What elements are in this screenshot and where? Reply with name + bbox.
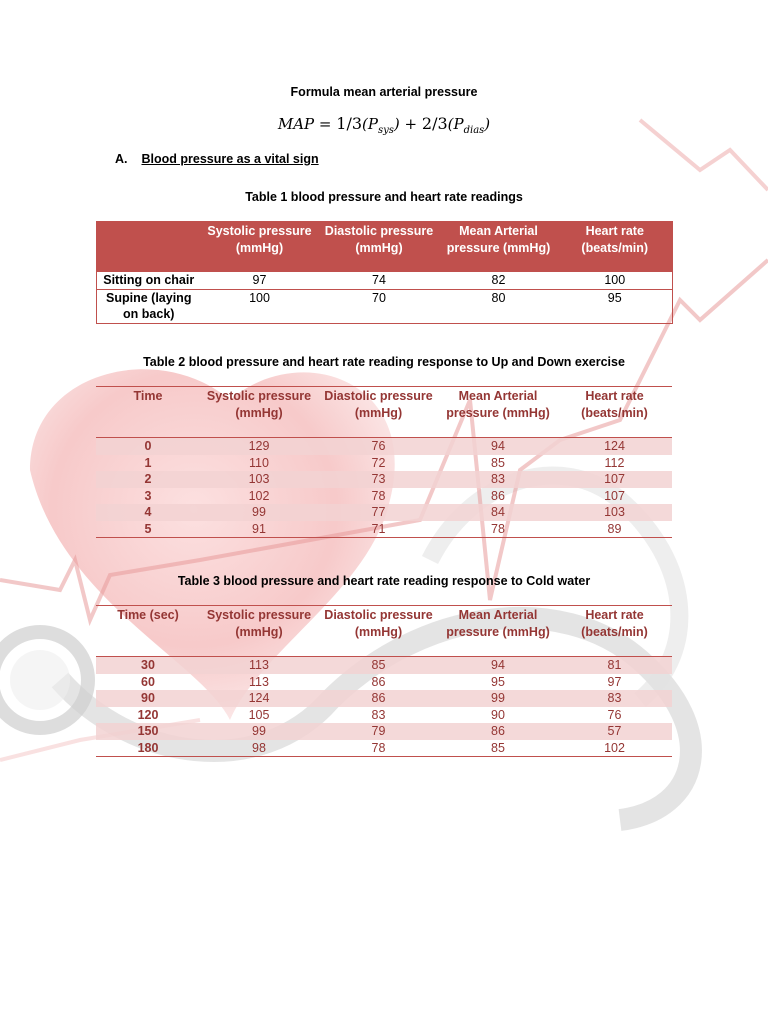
table2-cell: 73 — [318, 471, 439, 488]
table2-cell: 103 — [557, 504, 672, 521]
table3-cell: 86 — [318, 690, 439, 707]
table2-header-systolic: Systolic pressure (mmHg) — [200, 387, 318, 438]
table2-header-time: Time — [96, 387, 200, 438]
formula-p-dias: P — [453, 115, 464, 133]
table3-cell: 85 — [318, 657, 439, 674]
table2-cell: 84 — [439, 504, 557, 521]
table1-cell: 82 — [440, 272, 558, 289]
table3-header-row — [96, 606, 672, 657]
table3-header-map: Mean Arterial pressure (mmHg) — [439, 606, 557, 657]
table3-cell: 83 — [557, 690, 672, 707]
table-row — [96, 690, 672, 707]
table3-cell: 97 — [607, 674, 622, 689]
table3-cell: 99 — [200, 723, 318, 740]
table2-time-cell: 2 — [96, 471, 200, 488]
formula-p-dias-sub: dias — [463, 125, 485, 136]
table3-cell: 57 — [557, 723, 672, 740]
table1-cell: 100 — [558, 272, 673, 289]
table3-time-cell: 90 — [96, 690, 200, 707]
formula-title: Formula mean arterial pressure — [290, 85, 478, 99]
table1-header-systolic: Systolic pressure (mmHg) — [201, 222, 319, 273]
formula-lhs: MAP — [277, 115, 315, 133]
table3-cell: 78 — [371, 740, 386, 755]
table3-cell: 102 — [604, 740, 625, 755]
table2-time-cell: 1 — [144, 455, 152, 470]
formula-plus: + — [404, 115, 418, 133]
table3-cell: 79 — [318, 723, 439, 740]
table-row — [96, 740, 672, 757]
table3-header-systolic: Systolic pressure (mmHg) — [200, 606, 318, 657]
table-row — [96, 723, 672, 740]
table2-cell: 86 — [491, 488, 505, 503]
table2-cell: 71 — [371, 521, 386, 536]
section-heading — [115, 152, 319, 166]
table3-cell: 86 — [371, 674, 386, 689]
table2-cell: 91 — [252, 521, 266, 536]
table-row — [97, 289, 673, 323]
table3-cell: 83 — [371, 707, 386, 722]
table2-cell: 89 — [607, 521, 622, 536]
table2-cell: 83 — [439, 471, 557, 488]
table-row — [96, 488, 672, 505]
table-row — [96, 674, 672, 691]
table2-cell: 78 — [491, 521, 505, 536]
table1-cell: 95 — [607, 290, 622, 305]
section-number: A. — [115, 152, 128, 166]
table3-cell: 81 — [557, 657, 672, 674]
table2-cell: 124 — [557, 438, 672, 455]
table1-header-blank — [97, 222, 201, 273]
map-formula: MAP = $1/3(P_{sys}) + 2/3(P_{dias})$ — [277, 114, 491, 136]
table1-cell: 97 — [201, 272, 319, 289]
table3-cell: 85 — [491, 740, 505, 755]
table2-time-cell: 3 — [144, 488, 152, 503]
table-row — [96, 521, 672, 538]
table1-cell: 80 — [491, 290, 506, 305]
table2-cell: 94 — [439, 438, 557, 455]
table2 — [96, 386, 672, 538]
table2-cell: 107 — [604, 488, 625, 503]
table3-time-cell: 150 — [96, 723, 200, 740]
table-row — [96, 657, 672, 674]
table3-header-heart-rate: Heart rate (beats/min) — [557, 606, 672, 657]
table2-time-cell: 4 — [96, 504, 200, 521]
table-row — [96, 471, 672, 488]
table3-cell: 94 — [439, 657, 557, 674]
formula-fraction-one-third: 1/3 — [336, 114, 363, 133]
table3-time-cell: 60 — [141, 674, 155, 689]
table2-cell: 107 — [557, 471, 672, 488]
table3-caption: Table 3 blood pressure and heart rate reading response to Cold water — [177, 574, 591, 588]
table1-caption: Table 1 blood pressure and heart rate readings — [245, 190, 523, 204]
table1-header-heart-rate: Heart rate (beats/min) — [558, 222, 673, 273]
table1-row-label: Sitting on chair — [97, 272, 201, 289]
table3-cell: 113 — [249, 674, 269, 689]
table2-time-cell: 5 — [144, 521, 152, 536]
table2-header-map: Mean Arterial pressure (mmHg) — [439, 387, 557, 438]
table-row — [96, 455, 672, 472]
table2-header-heart-rate: Heart rate (beats/min) — [557, 387, 672, 438]
table3-cell: 95 — [491, 674, 505, 689]
table2-cell: 110 — [249, 455, 269, 470]
table2-cell: 72 — [371, 455, 386, 470]
table-row — [96, 438, 672, 455]
table1 — [96, 221, 673, 324]
table1-header-diastolic: Diastolic pressure (mmHg) — [319, 222, 440, 273]
table-row — [96, 707, 672, 724]
table3-time-cell: 120 — [137, 707, 159, 722]
table3-cell: 98 — [252, 740, 266, 755]
table1-cell: 70 — [372, 290, 386, 305]
table1-header-map: Mean Arterial pressure (mmHg) — [440, 222, 558, 273]
table2-cell: 77 — [318, 504, 439, 521]
table2-caption: Table 2 blood pressure and heart rate reading response to Up and Down exercise — [143, 355, 625, 369]
formula-fraction-two-thirds: 2/3 — [421, 114, 448, 133]
table3 — [96, 605, 672, 757]
table2-cell: 103 — [200, 471, 318, 488]
table2-header-diastolic: Diastolic pressure (mmHg) — [318, 387, 439, 438]
formula-p-sys-sub: sys — [377, 125, 394, 136]
table2-cell: 78 — [371, 488, 386, 503]
table3-cell: 86 — [439, 723, 557, 740]
table3-header-time: Time (sec) — [96, 606, 200, 657]
table2-cell: 129 — [200, 438, 318, 455]
table2-cell: 76 — [318, 438, 439, 455]
table1-row-label: Supine (laying on back) — [106, 290, 192, 321]
table3-time-cell: 30 — [96, 657, 200, 674]
table2-time-cell: 0 — [96, 438, 200, 455]
formula-p-sys: P — [367, 115, 378, 133]
table3-cell: 113 — [200, 657, 318, 674]
table2-cell: 85 — [491, 455, 505, 470]
table3-cell: 99 — [439, 690, 557, 707]
table2-cell: 112 — [604, 455, 625, 470]
table1-cell: 100 — [249, 290, 270, 305]
table3-cell: 105 — [248, 707, 270, 722]
table3-time-cell: 180 — [137, 740, 159, 755]
table2-cell: 102 — [248, 488, 270, 503]
table1-header-row — [97, 222, 673, 273]
table3-header-diastolic: Diastolic pressure (mmHg) — [318, 606, 439, 657]
section-title: Blood pressure as a vital sign — [141, 152, 319, 166]
table3-cell: 76 — [607, 707, 622, 722]
formula-equals: = — [318, 115, 332, 133]
table3-cell: 90 — [491, 707, 505, 722]
table1-cell: 74 — [319, 272, 440, 289]
table2-header-row — [96, 387, 672, 438]
table2-cell: 99 — [200, 504, 318, 521]
table3-cell: 124 — [200, 690, 318, 707]
table-row — [96, 504, 672, 521]
table-row — [97, 272, 673, 289]
